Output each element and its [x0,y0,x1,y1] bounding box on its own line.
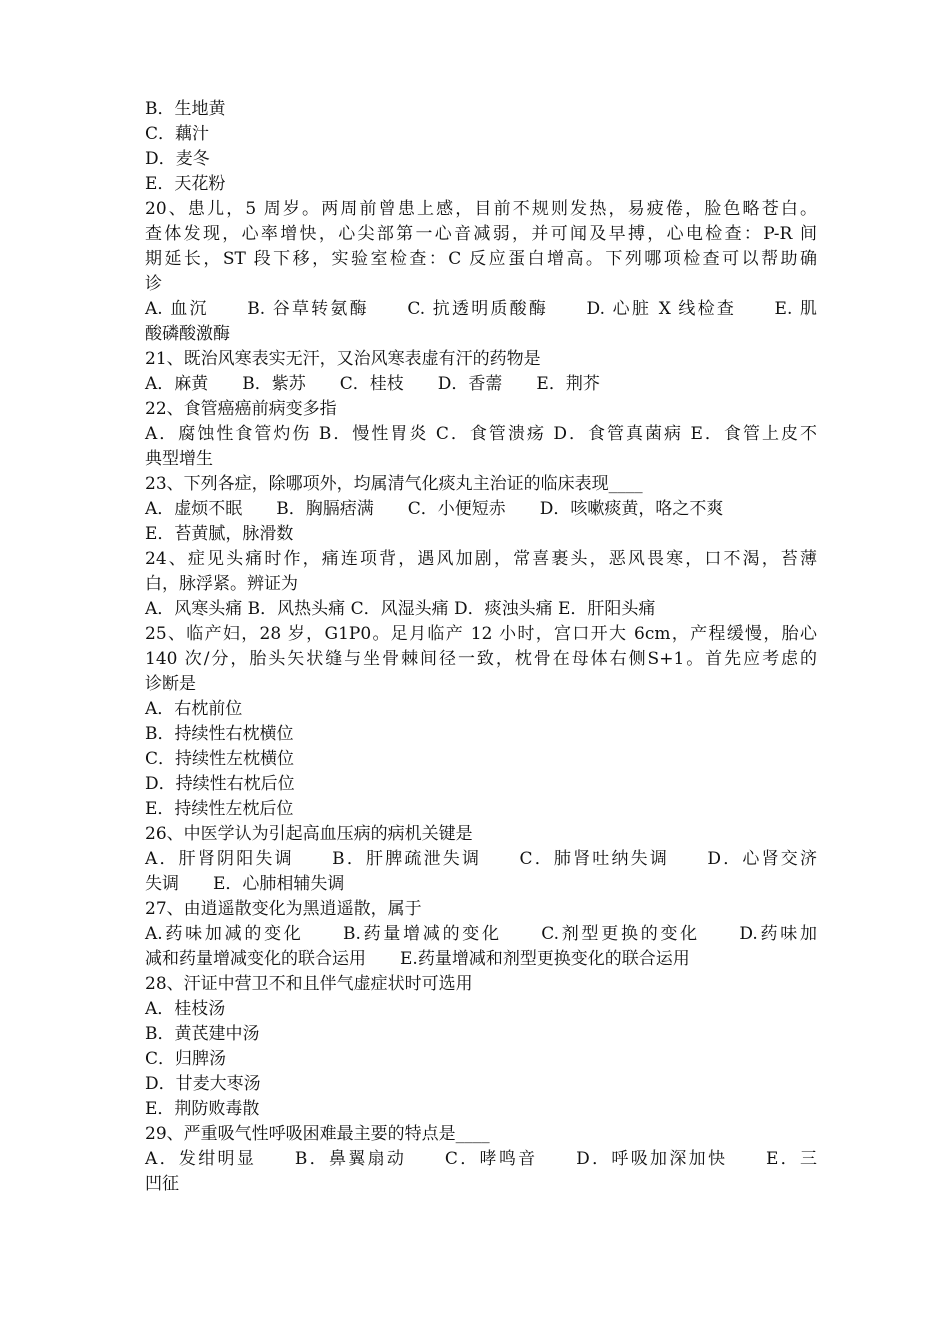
question-23-options-line-2: E．苔黄腻，脉滑数 [145,524,294,544]
option-19-b: B．生地黄 [145,99,226,119]
option-25-d: D．持续性右枕后位 [145,774,295,794]
question-22-options-line-2: 典型增生 [145,449,213,469]
question-23: 23、下列各症，除哪项外，均属清气化痰丸主治证的临床表现____ [145,474,643,494]
option-28-c: C．归脾汤 [145,1049,227,1069]
question-27-options-line-2: 减和药量增减变化的联合运用 E.药量增减和剂型更换变化的联合运用 [145,949,690,969]
option-28-b: B．黄芪建中汤 [145,1024,260,1044]
question-27: 27、由逍遥散变化为黑逍遥散，属于 [145,899,422,919]
question-21: 21、既治风寒表实无汗，又治风寒表虚有汗的药物是 [145,349,541,369]
question-26-options-line-2: 失调 E．心肺相辅失调 [145,874,345,894]
question-23-options-line-1: A．虚烦不眠 B．胸膈痞满 C．小便短赤 D．咳嗽痰黄，咯之不爽 [145,499,724,519]
question-20-options-line-2: 酸磷酸激酶 [145,324,230,344]
question-29: 29、严重吸气性呼吸困难最主要的特点是____ [145,1124,490,1144]
question-20-line-2: 查体发现，心率增快，心尖部第一心音减弱，并可闻及早搏，心电检查：P-R 间 [145,224,817,244]
question-20-options-line-1: A. 血沉 B. 谷草转氨酶 C. 抗透明质酸酶 D. 心脏 X 线检查 E. 肌 [145,299,817,319]
question-20-line-4: 诊 [145,274,162,294]
question-24-line-1: 24、症见头痛时作，痛连项背，遇风加剧，常喜裹头，恶风畏寒，口不渴，苔薄 [145,549,817,569]
question-20-line-3: 期延长，ST 段下移，实验室检查：C 反应蛋白增高。下列哪项检查可以帮助确 [145,249,817,269]
question-26-options-line-1: A．肝肾阴阳失调 B．肝脾疏泄失调 C．肺肾吐纳失调 D．心肾交济 [145,849,817,869]
question-24-options: A．风寒头痛 B．风热头痛 C．风湿头痛 D．痰浊头痛 E．肝阳头痛 [145,599,656,619]
question-25-line-3: 诊断是 [145,674,196,694]
question-28: 28、汗证中营卫不和且伴气虚症状时可选用 [145,974,473,994]
question-22: 22、食管癌癌前病变多指 [145,399,337,419]
question-29-options-line-2: 凹征 [145,1174,179,1194]
question-20-line-1: 20、患儿，5 周岁。两周前曾患上感，目前不规则发热，易疲倦，脸色略苍白。 [145,199,817,219]
option-19-e: E．天花粉 [145,174,226,194]
option-28-a: A．桂枝汤 [145,999,226,1019]
question-27-options-line-1: A.药味加减的变化 B.药量增减的变化 C.剂型更换的变化 D.药味加 [145,924,817,944]
document-page [145,97,817,1197]
option-25-a: A．右枕前位 [145,699,243,719]
option-25-c: C．持续性左枕横位 [145,749,295,769]
option-19-c: C．藕汁 [145,124,210,144]
question-25-line-1: 25、临产妇，28 岁，G1P0。足月临产 12 小时，宫口开大 6cm，产程缓慢，胎心 [145,624,817,644]
question-25-line-2: 140 次/分，胎头矢状缝与坐骨棘间径一致，枕骨在母体右侧S+1。首先应考虑的 [145,649,817,669]
question-21-options: A．麻黄 B．紫苏 C．桂枝 D．香薷 E．荆芥 [145,374,600,394]
option-28-e: E．荆防败毒散 [145,1099,260,1119]
question-29-options-line-1: A．发绀明显 B．鼻翼扇动 C．哮鸣音 D．呼吸加深加快 E．三 [145,1149,817,1169]
option-25-e: E．持续性左枕后位 [145,799,294,819]
question-26: 26、中医学认为引起高血压病的病机关键是 [145,824,473,844]
question-22-options-line-1: A．腐蚀性食管灼伤 B．慢性胃炎 C．食管溃疡 D．食管真菌病 E．食管上皮不 [145,424,817,444]
question-24-line-2: 白，脉浮紧。辨证为 [145,574,298,594]
option-25-b: B．持续性右枕横位 [145,724,294,744]
option-19-d: D．麦冬 [145,149,210,169]
option-28-d: D．甘麦大枣汤 [145,1074,261,1094]
